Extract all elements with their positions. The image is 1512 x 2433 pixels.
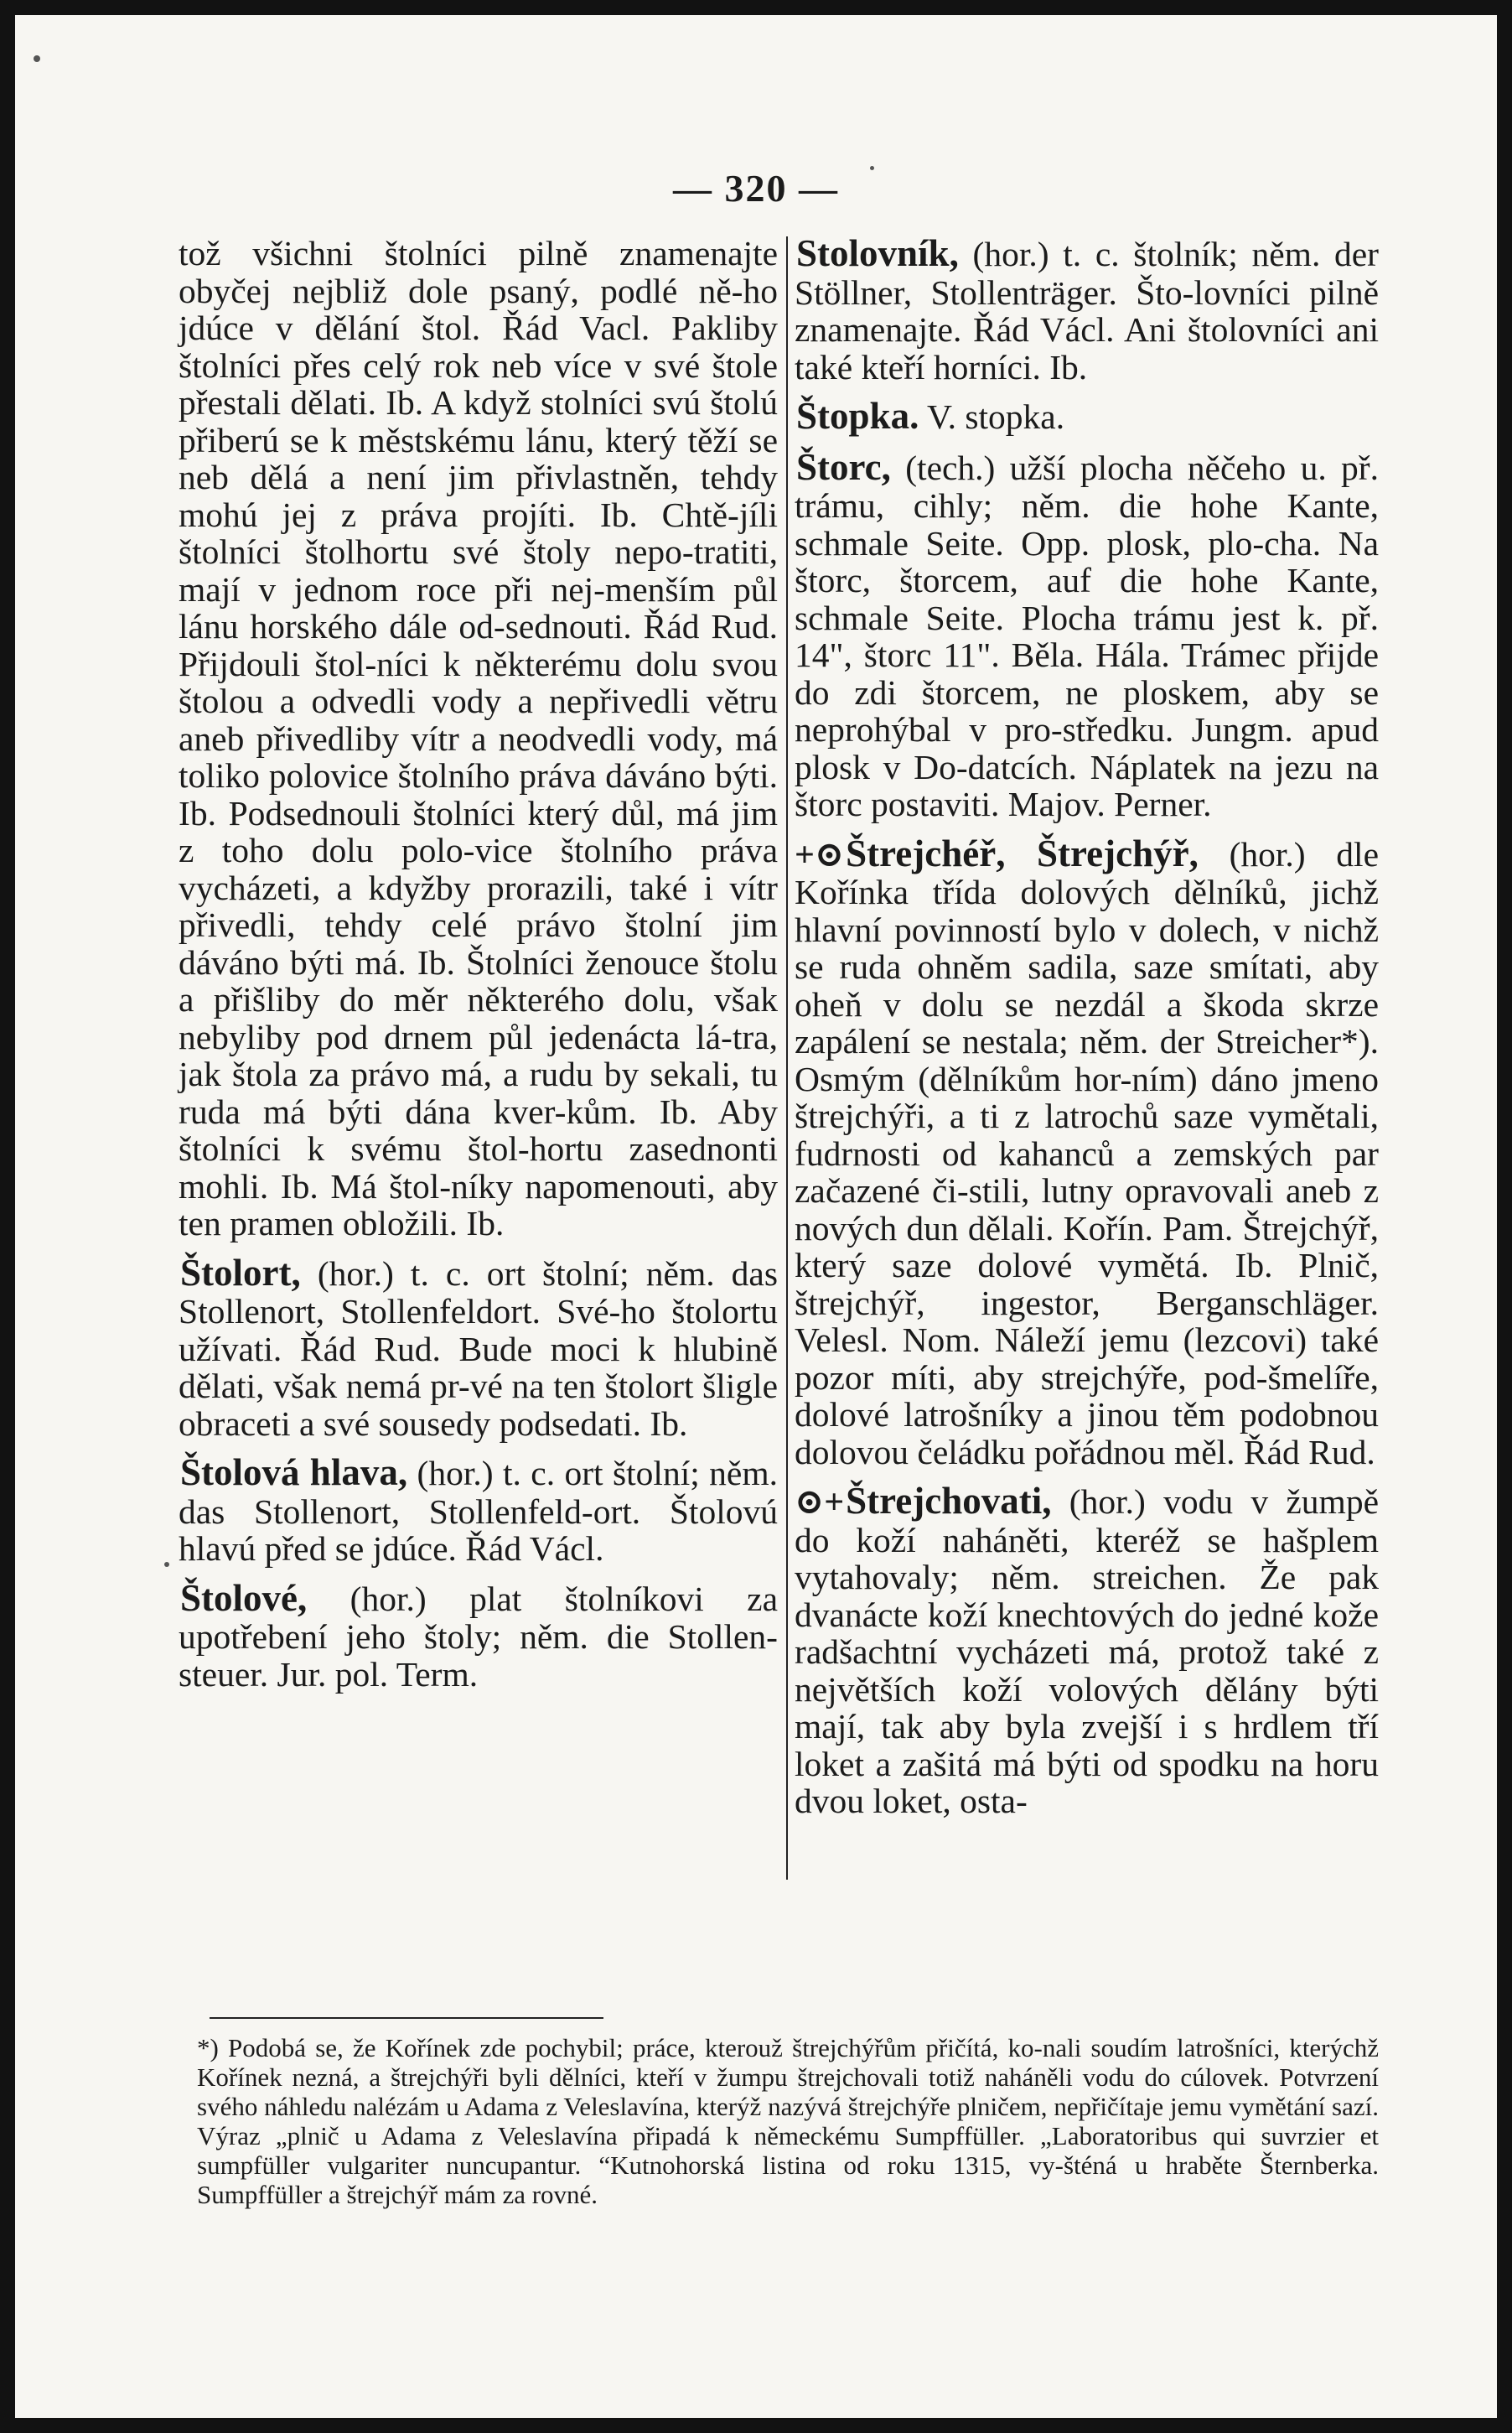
- entry-marks: +⊙: [795, 835, 845, 874]
- headword: Štopka.: [796, 395, 919, 437]
- entry-marks: ⊙+: [795, 1483, 845, 1522]
- page-number: — 320 —: [673, 167, 839, 210]
- entry-body: V. stopka.: [926, 397, 1065, 436]
- entry-stolovnik: [795, 232, 1379, 386]
- headword: Štolová hlava,: [180, 1451, 408, 1493]
- footnote: *) Podobá se, že Kořínek zde pochybil; práce, kterouž štrejchýřům přičítá, ko-nali soudím latrošníci, kterýchž Kořínek nezná, a štrejchýři byli dělníci, kteří v žumpu štrejchovali totiž naháněli vodu do cúlovek. Potvrzení svého náhledu nalézám u Adama z Veleslavína, kterýž nazývá štrejchýře plničem, nepřičítaje jemu vymětání sazí. Výraz „plnič u Adama z Veleslavína připadá k německému Sumpffüller. „Laboratoribus qui suvrzier et sumpfüller vulgariter nuncupantur. “Kutnohorská listina od roku 1315, vy-šténá u hraběte Šternberka. Sumpffüller a štrejchýř mám za rovné.: [197, 2033, 1379, 2209]
- entry-body: (tech.) užší plocha něčeho u. př. trámu, cihly; něm. die hohe Kante, schmale Seite. Opp. plosk, plo-cha. Na štorc, štorcem, auf die hohe Kante, schmale Seite. Plocha trámu jest k. př. 14", štorc 11". Běla. Hála. Trámec přijde do zdi štorcem, ne ploskem, aby se neprohýbal v pro-středku. Jungm. apud plosk v Do-datcích. Náplatek na jezu na štorc postaviti. Majov. Perner.: [795, 448, 1380, 823]
- entry-storc: [795, 445, 1380, 823]
- entry-strejchovati: [795, 1482, 1379, 1820]
- right-column: [795, 232, 1380, 1820]
- left-column: [179, 235, 778, 1693]
- headword: Štorc,: [796, 445, 891, 488]
- footnote-rule: [210, 2017, 603, 2019]
- ink-speck: [34, 55, 40, 62]
- entry-body: (hor.) t. c. ort štolní; něm. das Stollenort, Stollenfeld-ort. Štolovú hlavú před se jdúce. Řád Václ.: [179, 1454, 779, 1568]
- entry-stolort: [179, 1251, 779, 1443]
- entry-body: (hor.) dle Kořínka třída dolových dělníků, jichž hlavní povinností bylo v dolech, v nichž se ruda ohněm sadila, saze smítati, aby oheň v dolu se nezdál a škoda skrze zapálení se nestala; něm. der Streicher*). Osmým (dělníkům hor-ním) dáno jmeno štrejchýři, a ti z latrochů saze vymětali, fudrnosti od kahanců a zemských par začazené či-stili, lutny opravovali aneb z nových dun dělali. Kořín. Pam. Štrejchýř, který saze dolové vymětá. Ib. Plnič, štrejchýř, ingestor, Berganschläger. Velesl. Nom. Náleží jemu (lezcovi) také pozor míti, aby strejchýře, pod-šmelíře, dolové latrošníky a jinou těm podobnou dolovou čeládku pořádnou měl. Řád Rud.: [795, 834, 1379, 1471]
- headword: Štolové,: [180, 1576, 308, 1619]
- headword: Štrejchovati,: [846, 1480, 1052, 1522]
- column-divider: [786, 236, 788, 1880]
- entry-continuation: tož všichni štolníci pilně znamenajte obyčej nejbliž dole psaný, podlé ně-ho jdúce v dělání štol. Řád Vacl. Pakliby štolníci přes celý rok neb více v své štole přestali dělati. Ib. A když stolníci svú štolú přiberú se k městskému lánu, který těží se neb dělá a není jim přivlastněn, tehdy mohú jej z práva projíti. Ib. Chtě-jíli štolníci štolhortu své štoly nepo-tratiti, mají v jednom roce při nej-menším půl lánu horského dále od-sednouti. Řád Rud. Přijdouli štol-níci k některému dolu svou štolou a odvedli vody a nepřivedli větru aneb přivedliby vítr a neodvedli vody, má toliko polovice štolního práva dáváno býti. Ib. Podsednouli štolníci který důl, má jim z toho dolu polo-vice štolního práva vycházeti, a kdyžby prorazili, také i vítr přivedli, tehdy celé právo štolní jim dáváno býti má. Ib. Štolníci ženouce štolu a přišliby do měr některého dolu, však nebyliby pod drnem půl jedenácta lá-tra, jak štola za právo má, a rudu by sekali, tu ruda má býti dána kver-kům. Ib. Aby štolníci k svému štol-hortu zasednonti mohli. Ib. Má štol-níky napomenouti, aby ten pramen obložili. Ib.: [179, 234, 778, 1242]
- ink-speck: [164, 1562, 169, 1567]
- entry-stolova-hlava: [179, 1451, 779, 1568]
- entry-body: (hor.) plat štolníkovi za upotřebení jeho štoly; něm. die Stollen-steuer. Jur. pol. Term.: [179, 1579, 778, 1694]
- entry-body: (hor.) t. c. štolník; něm. der Stöllner, Stollenträger. Što-lovníci pilně znamenajte. Řád Václ. Ani štolovníci ani také kteří horníci. Ib.: [795, 235, 1379, 386]
- entry-stopka: [795, 397, 1379, 437]
- entry-body: (hor.) t. c. ort štolní; něm. das Stollenort, Stollenfeldort. Své-ho štolortu užívati. Řád Rud. Bude moci k hlubině dělati, však nemá pr-vé na ten štolort šligle obraceti a své sousedy podsedati. Ib.: [179, 1253, 779, 1443]
- entry-stolove: [179, 1576, 778, 1694]
- headword: Štolort,: [180, 1251, 301, 1294]
- headword: Stolovník,: [796, 232, 959, 274]
- entry-strejcher: [795, 832, 1379, 1471]
- entry-body: (hor.) vodu v žumpě do koží naháněti, kteréž se hašplem vytahovaly; něm. streichen. Že pak dvanácte koží knechtových do jedné kože radšachtní vycházeti má, protož také z největších koží volových dělány býti mají, tak aby byla zvejší i s hrdlem tří loket a zašitá má býti od spodku na horu dvou loket, osta-: [795, 1482, 1380, 1820]
- headword: Štrejchéř, Štrejchýř,: [846, 832, 1199, 874]
